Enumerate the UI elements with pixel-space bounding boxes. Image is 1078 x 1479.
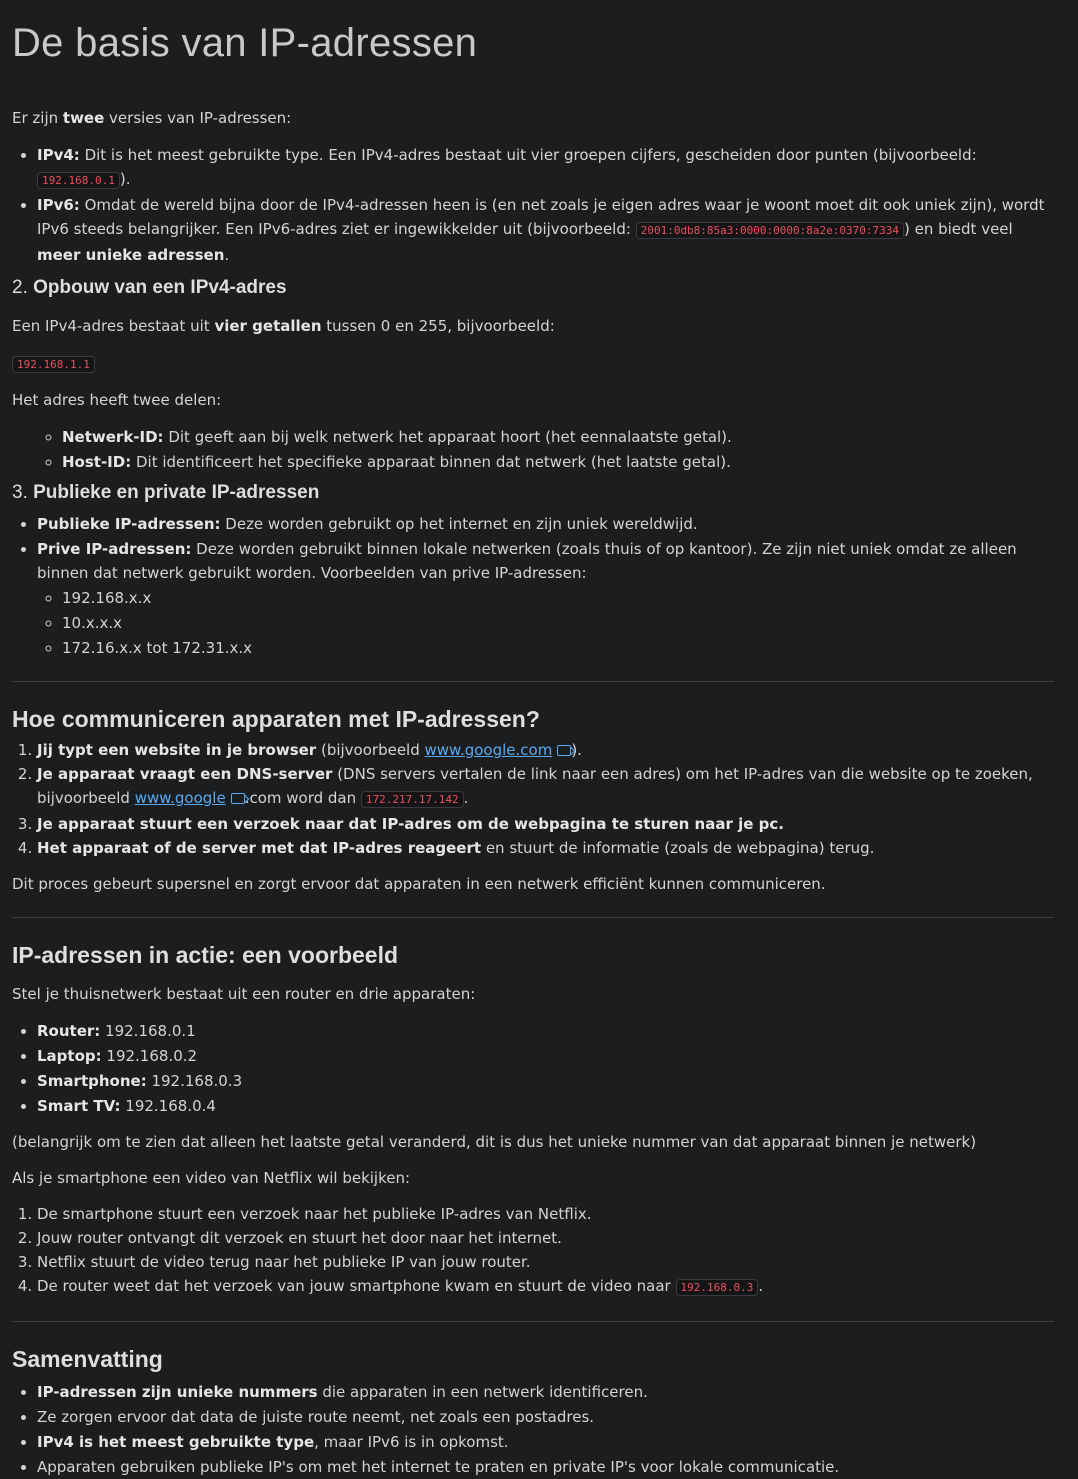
devices-list — [12, 1019, 1054, 1118]
public-label: Publieke IP-adressen: — [37, 515, 221, 533]
host-id-label: Host-ID: — [62, 453, 132, 471]
ipv6-example-code: 2001:0db8:85a3:0000:0000:8a2e:0370:7334 — [636, 222, 904, 239]
ip-versions-list — [12, 143, 1054, 267]
section-heading-publiek-prive — [12, 479, 1054, 507]
communication-steps-list — [12, 738, 1054, 860]
ipv4-label: IPv4: — [37, 146, 80, 164]
list-item — [37, 512, 1054, 536]
ip-code: 172.217.17.142 — [361, 791, 464, 808]
step-text: en stuurt de informatie (zoals de webpagina) terug. — [481, 839, 875, 857]
intro-bold: twee — [62, 109, 105, 127]
list-item — [37, 1274, 1054, 1300]
list-item — [37, 836, 1054, 860]
list-item — [37, 1380, 1054, 1404]
list-item — [37, 1069, 1054, 1093]
device-ip: 192.168.0.3 — [146, 1072, 243, 1090]
list-item — [37, 1019, 1054, 1043]
list-item: ◦ 192.168.x.x — [62, 586, 1054, 610]
code-example-paragraph — [12, 351, 1054, 377]
ip-code: 192.168.0.3 — [676, 1279, 759, 1296]
external-link-icon — [231, 793, 245, 804]
list-item — [37, 1094, 1054, 1118]
summary-bold: IPv4 is het meest gebruikte type — [37, 1433, 315, 1451]
list-item — [37, 537, 1054, 660]
list-item: ◦ 10.x.x.x — [62, 611, 1054, 635]
list-item — [37, 738, 1054, 762]
device-label: Smart TV: — [37, 1097, 121, 1115]
device-label: Smartphone: — [37, 1072, 147, 1090]
step-bold: Je apparaat stuurt een verzoek naar dat IP-adres om de webpagina te sturen naar je pc. — [37, 815, 784, 833]
paragraph: (belangrijk om te zien dat alleen het laatste getal veranderd, dit is dus het unieke nummer van dat apparaat binnen je netwerk) — [12, 1133, 977, 1151]
step-bold: Je apparaat vraagt een DNS-server — [37, 765, 333, 783]
ipv4-after: ). — [119, 170, 131, 188]
netflix-steps-list — [12, 1202, 1054, 1300]
ipv4-example-code: 192.168.0.1 — [37, 172, 120, 189]
public-text: Deze worden gebruikt op het internet en zijn uniek wereldwijd. — [220, 515, 698, 533]
private-ranges-list — [37, 586, 1054, 660]
list-item-ipv4 — [37, 143, 1054, 193]
ipv4-text: Dit is het meest gebruikte type. Een IPv4-adres bestaat uit vier groepen cijfers, gescheiden door punten (bijvoorbeeld: — [79, 146, 977, 164]
text: tussen 0 en 255, bijvoorbeeld: — [321, 317, 555, 335]
list-item — [37, 762, 1054, 812]
text: Een IPv4-adres bestaat uit — [12, 317, 215, 335]
section-number: 3. — [12, 482, 34, 503]
list-item: • Apparaten gebruiken publieke IP's om met het internet te praten en private IP's voor lokale communicatie. — [37, 1455, 1054, 1479]
paragraph — [12, 314, 1054, 338]
ipv6-text: Omdat de wereld bijna door de IPv4-adressen heen is (en net zoals je eigen adres waar je woont moet dit ook uniek zijn), wordt IPv6 steeds belangrijker. Een IPv6-adres ziet er ingewikkelder uit (bijvoorbeeld: — [37, 196, 1045, 238]
list-item: 1. De smartphone stuurt een verzoek naar het publieke IP-adres van Netflix. — [37, 1202, 1054, 1226]
list-item: 2. Jouw router ontvangt dit verzoek en stuurt het door naar het internet. — [37, 1226, 1054, 1250]
intro-pre: Er zijn — [12, 109, 63, 127]
step-text: (bijvoorbeeld — [316, 741, 425, 759]
intro-paragraph — [12, 106, 1054, 130]
step-end: ). — [571, 741, 582, 759]
step-text: De router weet dat het verzoek van jouw smartphone kwam en stuurt de video naar — [37, 1277, 676, 1295]
step-text: (DNS servers vertalen de link naar een adres) om het IP-adres van die website op te zoeken, bijvoorbeeld — [37, 765, 1033, 807]
paragraph: Als je smartphone een video van Netflix wil bekijken: — [12, 1169, 411, 1187]
list-item — [37, 1044, 1054, 1068]
list-item — [62, 425, 1054, 449]
private-text: Deze worden gebruikt binnen lokale netwerken (zoals thuis of op kantoor). Ze zijn niet uniek omdat ze alleen binnen dat netwerk gebruikt worden. Voorbeelden van prive IP-adressen: — [37, 540, 1017, 582]
intro-post: versies van IP-adressen: — [104, 109, 292, 127]
paragraph: Stel je thuisnetwerk bestaat uit een router en drie apparaten: — [12, 985, 476, 1003]
address-parts-list — [12, 425, 1054, 474]
step-bold: Jij typt een website in je browser — [37, 741, 317, 759]
private-label: Prive IP-adressen: — [37, 540, 192, 558]
google-link[interactable]: www.google — [134, 789, 226, 807]
device-ip: 192.168.0.1 — [100, 1022, 196, 1040]
device-label: Router: — [37, 1022, 101, 1040]
host-id-text: Dit identificeert het specifieke apparaat binnen dat netwerk (het laatste getal). — [131, 453, 731, 471]
list-item: ◦ 172.16.x.x tot 172.31.x.x — [62, 636, 1054, 660]
summary-bold: IP-adressen zijn unieke nummers — [37, 1383, 318, 1401]
section-heading-voorbeeld: IP-adressen in actie: een voorbeeld — [12, 942, 399, 968]
list-item-ipv6 — [37, 193, 1054, 267]
device-ip: 192.168.0.4 — [120, 1097, 216, 1115]
summary-list — [12, 1380, 1054, 1479]
step-end: . — [463, 789, 469, 807]
list-item: • Ze zorgen ervoor dat data de juiste route neemt, net zoals een postadres. — [37, 1405, 1054, 1429]
device-ip: 192.168.0.2 — [101, 1047, 198, 1065]
section-title: Publieke en private IP-adressen — [33, 482, 320, 503]
ipv6-label: IPv6: — [37, 196, 80, 214]
paragraph: Het adres heeft twee delen: — [12, 391, 222, 409]
netwerk-id-label: Netwerk-ID: — [62, 428, 164, 446]
ipv6-after: ) en biedt veel — [903, 220, 1013, 238]
section-heading-opbouw — [12, 274, 1054, 302]
step-text: .com word dan — [244, 789, 361, 807]
device-label: Laptop: — [37, 1047, 102, 1065]
divider — [12, 1321, 1054, 1322]
page-title: De basis van IP-adressen — [12, 21, 478, 65]
section-heading-communiceren: Hoe communiceren apparaten met IP-adressen? — [12, 706, 540, 732]
list-item — [37, 812, 1054, 836]
google-link[interactable]: www.google.com — [424, 741, 553, 759]
divider — [12, 917, 1054, 918]
summary-text: die apparaten in een netwerk identificeren. — [317, 1383, 648, 1401]
public-private-list — [12, 512, 1054, 660]
list-item — [62, 450, 1054, 474]
section-number: 2. — [12, 277, 34, 298]
list-item: 3. Netflix stuurt de video terug naar het publieke IP van jouw router. — [37, 1250, 1054, 1274]
external-link-icon — [557, 745, 571, 756]
divider — [12, 681, 1054, 682]
bold-text: vier getallen — [214, 317, 322, 335]
netwerk-id-text: Dit geeft aan bij welk netwerk het apparaat hoort (het eennalaatste getal). — [163, 428, 732, 446]
ipv6-end: . — [224, 246, 230, 264]
summary-text: , maar IPv6 is in opkomst. — [314, 1433, 509, 1451]
step-end: . — [758, 1277, 764, 1295]
ipv6-bold: meer unieke adressen — [37, 246, 225, 264]
section-heading-samenvatting: Samenvatting — [12, 1346, 163, 1372]
ipv4-code-example: 192.168.1.1 — [12, 356, 95, 373]
step-bold: Het apparaat of de server met dat IP-adres reageert — [37, 839, 482, 857]
section-title: Opbouw van een IPv4-adres — [33, 277, 287, 298]
paragraph: Dit proces gebeurt supersnel en zorgt ervoor dat apparaten in een netwerk efficiënt kunnen communiceren. — [12, 875, 826, 893]
list-item — [37, 1430, 1054, 1454]
